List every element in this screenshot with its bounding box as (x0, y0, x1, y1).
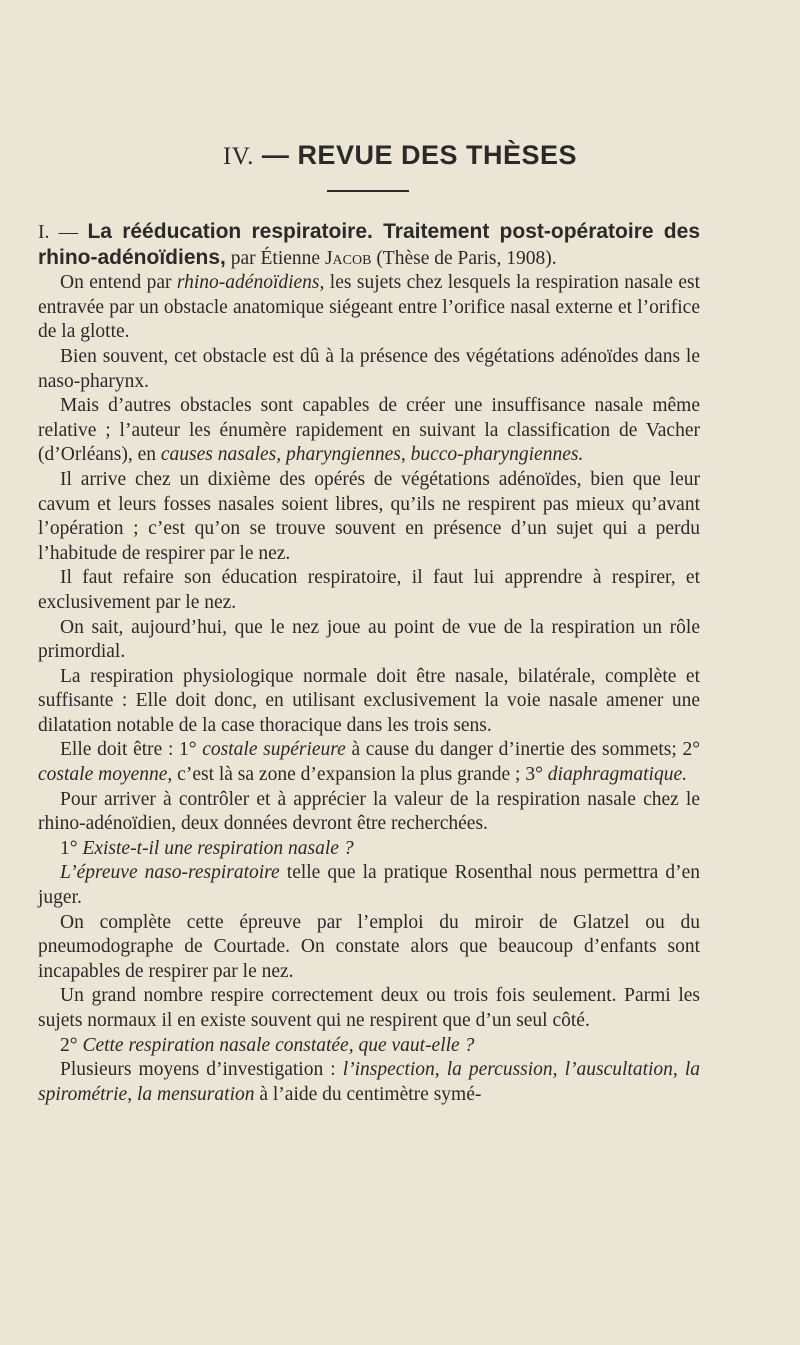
italic-run: costale supérieure (202, 739, 346, 761)
text-run: Pour arriver à contrôler et à apprécier la valeur de la respiration nasale chez le rhino-adénoïdien, deux données devront être recherchées. (38, 788, 700, 835)
text-run: Plusieurs moyens d’investigation : (60, 1059, 343, 1081)
paragraph (38, 984, 700, 1033)
text-run: telle que la pratique Rosenthal nous permettra d’en juger. (38, 862, 700, 909)
text-run: , les sujets chez lesquels la respiration nasale est entravée par un obstacle anatomique siégeant entre l’orifice nasal externe et l’orifice de la glotte. (38, 272, 700, 343)
paragraph (38, 788, 700, 837)
text-run: c’est là sa zone d’expansion la plus grande ; 3° (172, 764, 548, 786)
article-title-line (38, 220, 700, 271)
text-run: Bien souvent, cet obstacle est dû à la présence des végétations adénoïdes dans le naso-pharynx. (38, 345, 700, 392)
italic-run: rhino-adénoïdiens (176, 272, 320, 294)
paragraph (38, 1058, 700, 1107)
text-run: à cause du danger d’inertie des sommets; 2° (345, 739, 700, 761)
article-number: I. — (38, 222, 79, 243)
text-run: On sait, aujourd’hui, que le nez joue au point de vue de la respiration un rôle primordial. (38, 616, 700, 663)
italic-run: l’inspection, la percussion, l’auscultation, la spirométrie, la mensuration (38, 1059, 700, 1105)
italic-run: Existe-t-il une respiration nasale ? (82, 837, 354, 859)
italic-run: causes nasales, pharyngiennes, bucco-pharyngiennes. (160, 444, 584, 466)
section-dash: — (261, 140, 290, 170)
article-title: La rééducation respiratoire. Traitement post-opératoire des rhino-adénoïdiens, (38, 220, 700, 269)
paragraph (38, 394, 700, 468)
citation: (Thèse de Paris, 1908). (376, 247, 557, 269)
italic-run: diaphragmatique. (547, 764, 687, 786)
section-number: IV. (222, 143, 254, 170)
section-heading (0, 140, 800, 171)
paragraph (38, 468, 700, 566)
paragraph (38, 1034, 700, 1059)
paragraph (38, 911, 700, 985)
text-run: On entend par (60, 272, 177, 294)
paragraph (38, 271, 700, 345)
author-name: Jacob (324, 247, 372, 269)
italic-run: costale moyenne, (38, 764, 173, 786)
paragraph (38, 861, 700, 910)
paragraph (38, 837, 700, 862)
article-body (38, 220, 700, 1107)
italic-run: L’épreuve naso-respiratoire (60, 862, 280, 884)
text-run: Il faut refaire son éducation respiratoire, il faut lui apprendre à respirer, et exclusivement par le nez. (38, 567, 700, 613)
text-run: 1° (60, 837, 83, 859)
text-run: Un grand nombre respire correctement deux ou trois fois seulement. Parmi les sujets normaux il en existe souvent qui ne respirent que d’un seul côté. (38, 985, 700, 1031)
paragraph (38, 665, 700, 739)
paragraph (38, 566, 700, 615)
text-run: 2° (60, 1034, 83, 1056)
section-title: REVUE DES THÈSES (297, 140, 578, 170)
italic-run: Cette respiration nasale constatée, que vaut-elle ? (82, 1034, 475, 1056)
heading-rule (327, 190, 409, 192)
paragraph (38, 738, 700, 787)
paragraph (38, 345, 700, 394)
text-run: Mais d’autres obstacles sont capables de créer une insuffisance nasale même relative ; l’auteur les énumère rapidement en suivant la classification de Vacher (d’Orléans), en (38, 395, 700, 466)
paragraph (38, 616, 700, 665)
text-run: à l’aide du centimètre symé- (254, 1083, 482, 1105)
author-prefix: par Étienne (230, 247, 321, 269)
text-run: Il arrive chez un dixième des opérés de végétations adénoïdes, bien que leur cavum et leurs fosses nasales soient libres, qu’ils ne respirent pas mieux qu’avant l’opération ; c’est qu’on se trouve souvent en présence d’un sujet qui a perdu l’habitude de respirer par le nez. (38, 468, 700, 564)
text-run: La respiration physiologique normale doit être nasale, bilatérale, complète et suffisante : Elle doit donc, en utilisant exclusivement la voie nasale amener une dilatation notable de la case thoracique dans les trois sens. (38, 665, 700, 736)
text-run: Elle doit être : 1° (60, 739, 203, 761)
text-run: On complète cette épreuve par l’emploi du miroir de Glatzel ou du pneumodographe de Courtade. On constate alors que beaucoup d’enfants sont incapables de respirer par le nez. (38, 911, 700, 982)
